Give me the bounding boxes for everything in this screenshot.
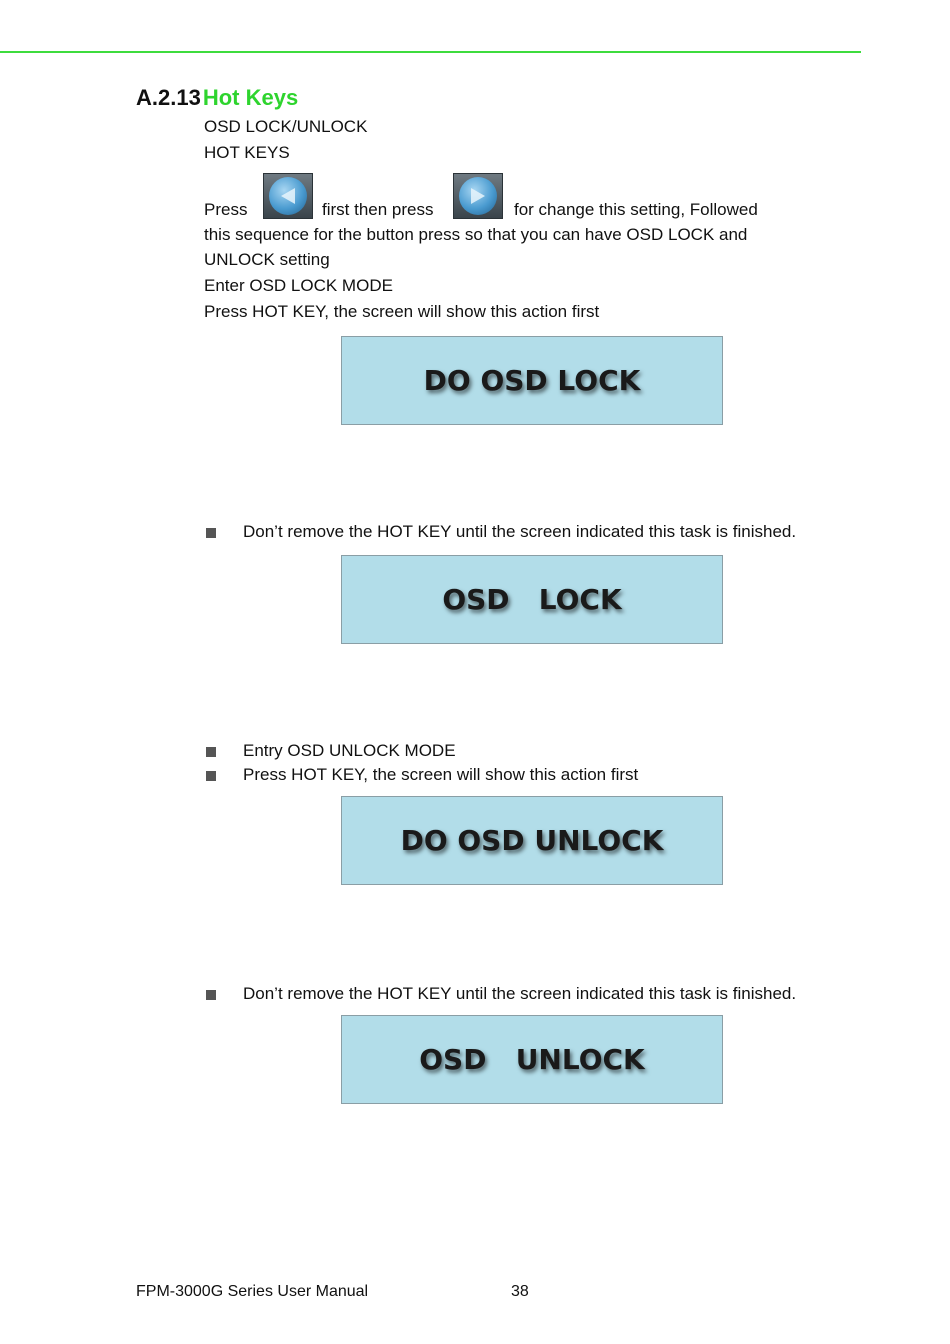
footer-manual-title: FPM-3000G Series User Manual	[136, 1283, 369, 1300]
bullet-dont-remove-2: Don’t remove the HOT KEY until the screen indicated this task is finished.	[243, 984, 797, 1003]
intro-line-6: Enter OSD LOCK MODE	[204, 276, 393, 295]
right-arrow-key-icon	[453, 173, 503, 219]
bullet-icon	[206, 528, 216, 538]
first-then-press-label: first then press	[322, 200, 434, 219]
bullet-icon	[206, 747, 216, 757]
intro-line-5: UNLOCK setting	[204, 250, 330, 269]
bullet-press-hotkey: Press HOT KEY, the screen will show this action first	[243, 765, 639, 784]
bullet-icon	[206, 990, 216, 1000]
intro-line-7: Press HOT KEY, the screen will show this action first	[204, 302, 600, 321]
intro-line-4: this sequence for the button press so that you can have OSD LOCK and	[204, 225, 748, 244]
osd-screen-do-lock	[341, 336, 723, 425]
osd-screen-text: OSD LOCK	[442, 583, 622, 616]
bullet-entry-unlock: Entry OSD UNLOCK MODE	[243, 741, 456, 760]
osd-screen-lock	[341, 555, 723, 644]
press-label: Press	[204, 200, 248, 219]
osd-screen-unlock	[341, 1015, 723, 1104]
section-number: A.2.13	[136, 85, 201, 110]
intro-line-2: HOT KEYS	[204, 143, 290, 162]
header-rule	[0, 51, 861, 53]
osd-screen-text: DO OSD UNLOCK	[400, 824, 664, 857]
intro-line-1: OSD LOCK/UNLOCK	[204, 117, 368, 136]
section-heading	[136, 84, 298, 112]
for-change-label: for change this setting, Followed	[514, 200, 758, 219]
bullet-icon	[206, 771, 216, 781]
left-arrow-key-icon	[263, 173, 313, 219]
footer-page-number: 38	[511, 1283, 529, 1300]
osd-screen-do-unlock	[341, 796, 723, 885]
osd-screen-text: DO OSD LOCK	[423, 364, 641, 397]
bullet-dont-remove-1: Don’t remove the HOT KEY until the screen indicated this task is finished.	[243, 522, 797, 541]
osd-screen-text: OSD UNLOCK	[419, 1043, 645, 1076]
section-title: Hot Keys	[202, 85, 299, 110]
